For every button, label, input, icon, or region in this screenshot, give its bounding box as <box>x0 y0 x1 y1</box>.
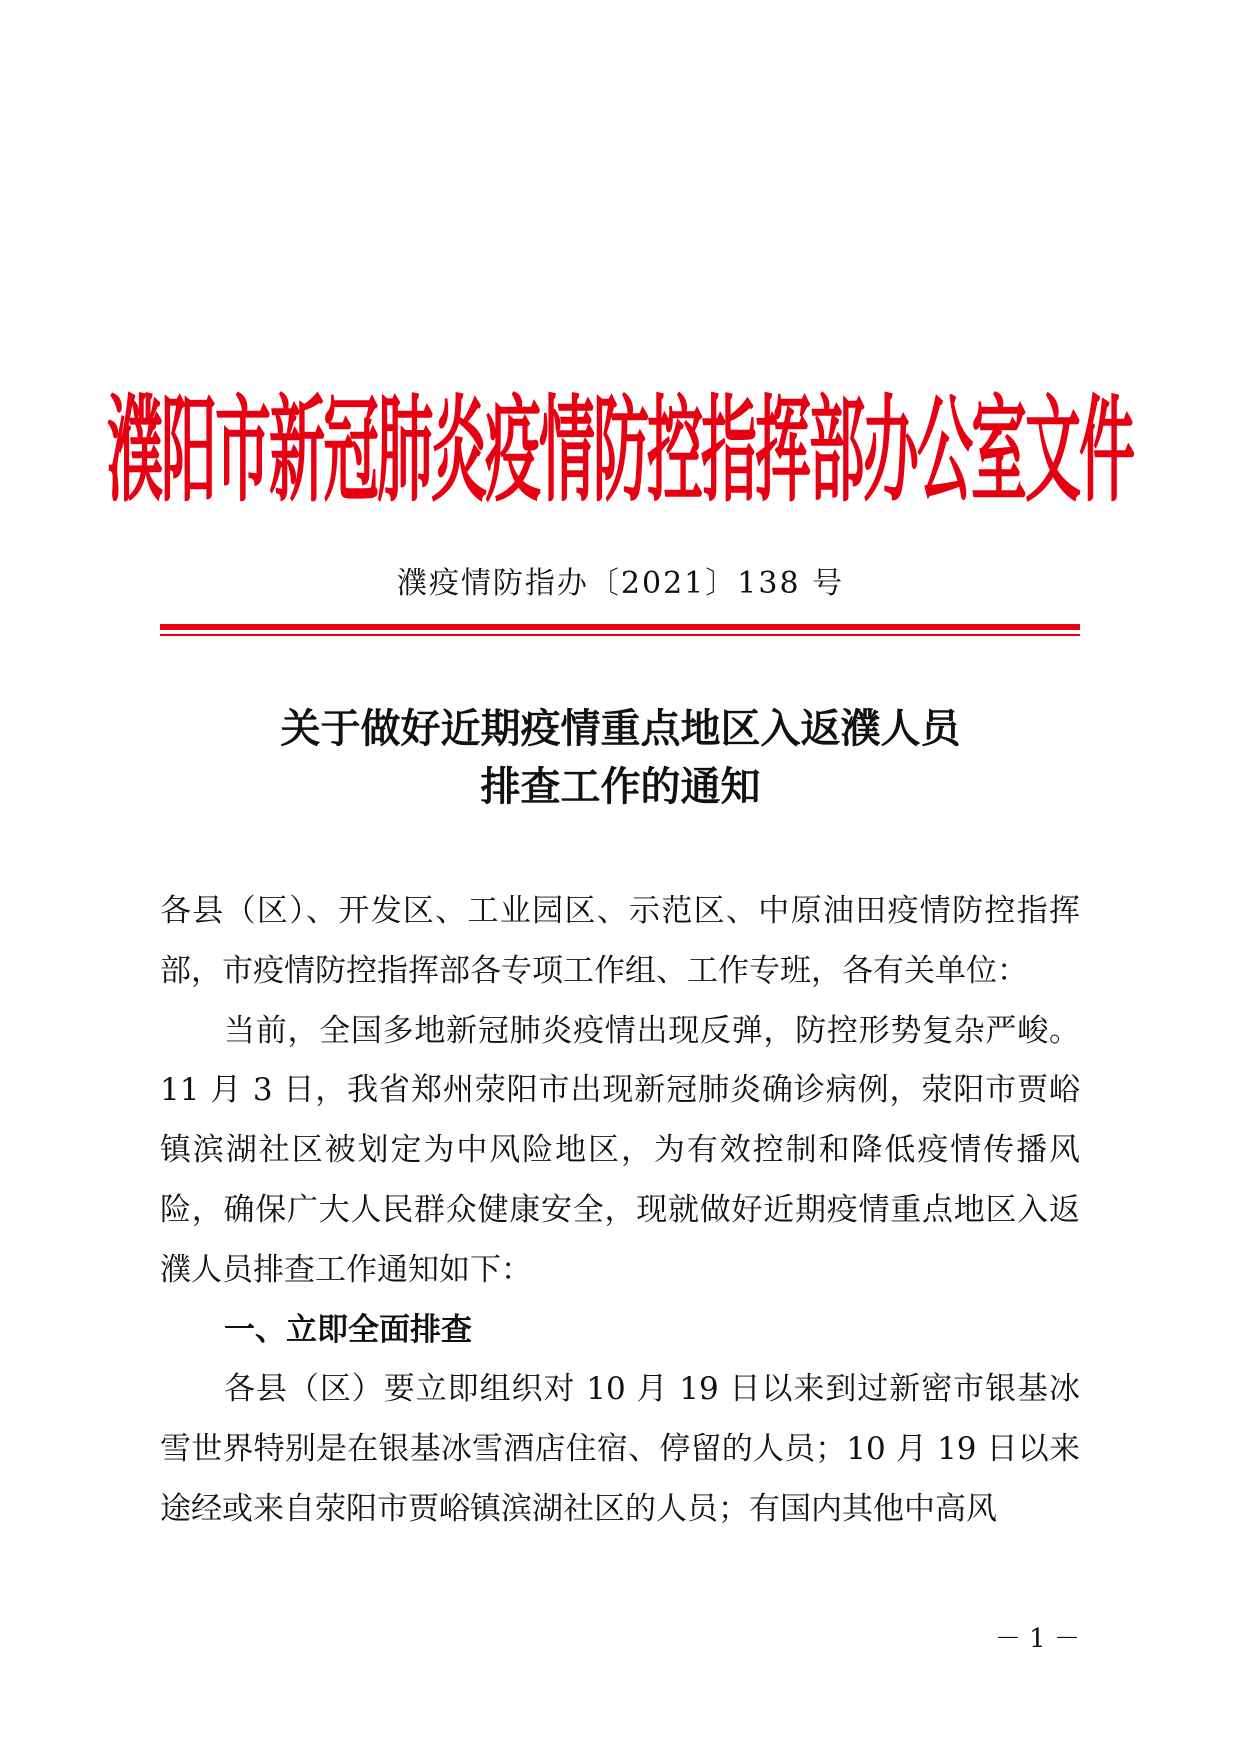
masthead-title: 濮阳市新冠肺炎疫情防控指挥部办公室文件 <box>107 385 1133 519</box>
red-divider-thin <box>160 634 1080 636</box>
notice-title-line-2: 排查工作的通知 <box>480 764 761 810</box>
masthead <box>107 368 1133 519</box>
body-text <box>160 882 1080 1540</box>
section-heading-1: 一、立即全面排查 <box>224 1311 472 1348</box>
page-number: － 1 － <box>994 1624 1080 1654</box>
document-number: 濮疫情防指办〔2021〕138 号 <box>396 566 845 601</box>
addressee-paragraph: 各县（区）、开发区、工业园区、示范区、中原油田疫情防控指挥部，市疫情防控指挥部各专项工作组、工作专班，各有关单位： <box>160 893 1080 989</box>
red-divider-thick <box>160 624 1080 630</box>
intro-paragraph: 当前，全国多地新冠肺炎疫情出现反弹，防控形势复杂严峻。11 月 3 日，我省郑州荥阳市出现新冠肺炎确诊病例，荥阳市贾峪镇滨湖社区被划定为中风险地区，为有效控制和降低疫情传播风险，确保广大人民群众健康安全，现就做好近期疫情重点地区入返濮人员排查工作通知如下： <box>160 1012 1080 1288</box>
notice-title-line-1: 关于做好近期疫情重点地区入返濮人员 <box>280 706 961 752</box>
notice-title <box>0 700 1241 816</box>
section-1-paragraph: 各县（区）要立即组织对 10 月 19 日以来到过新密市银基冰雪世界特别是在银基冰雪酒店住宿、停留的人员；10 月 19 日以来途经或来自荥阳市贾峪镇滨湖社区的人员；有国内其他中高风 <box>160 1371 1080 1527</box>
